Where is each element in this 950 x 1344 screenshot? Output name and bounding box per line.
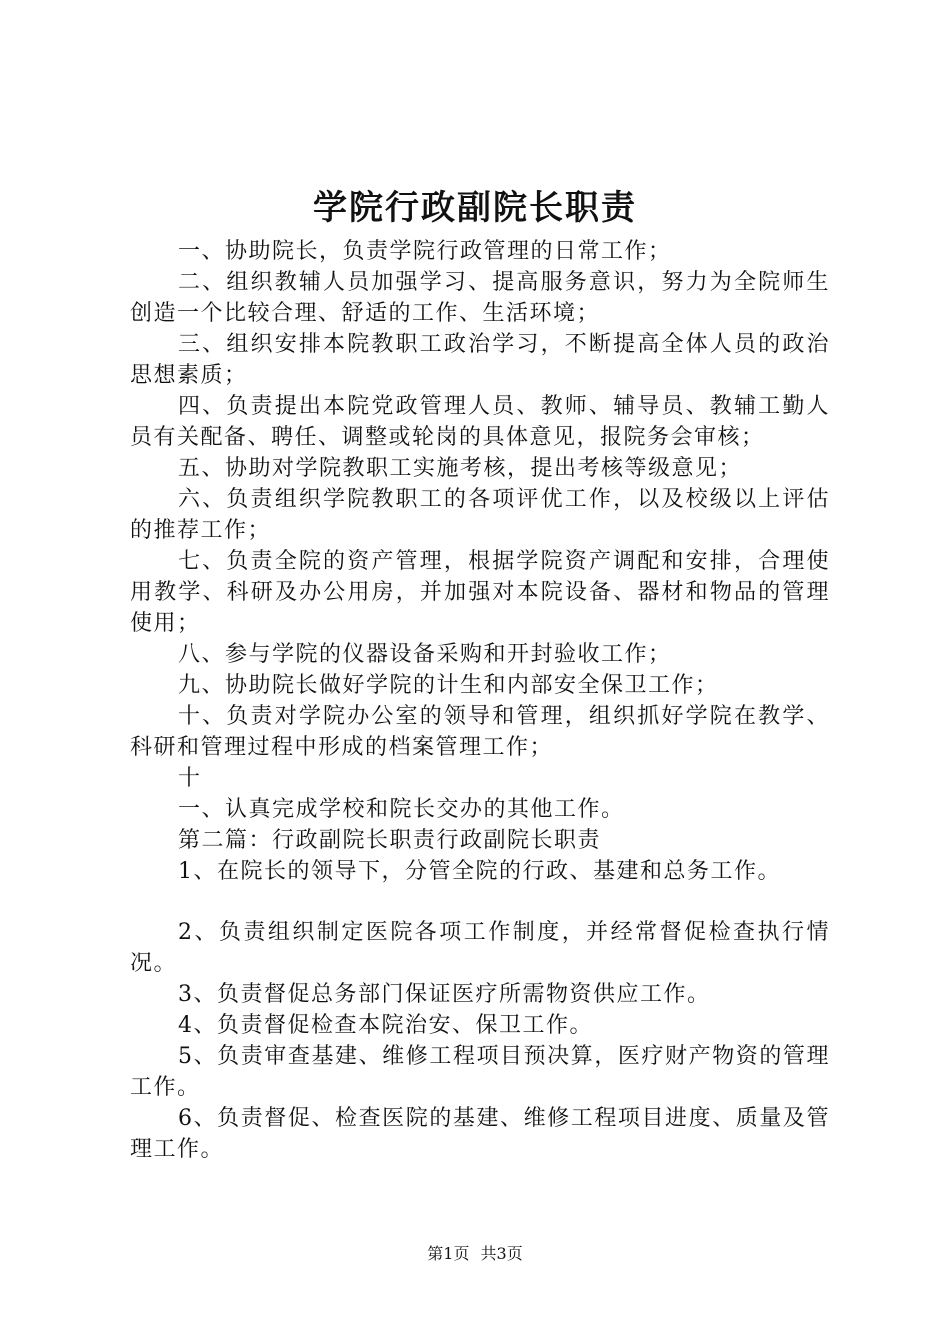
page-footer: [0, 1243, 950, 1265]
document-body: [130, 236, 830, 1165]
paragraph-2: 二、组织教辅人员加强学习、提高服务意识，努力为全院师生创造一个比较合理、舒适的工作、生活环境；: [130, 270, 830, 326]
page-total: 共3页: [480, 1244, 523, 1263]
duty-item-2: 2、负责组织制定医院各项工作制度，并经常督促检查执行情况。: [130, 920, 830, 976]
paragraph-3: 三、组织安排本院教职工政治学习，不断提高全体人员的政治思想素质；: [130, 332, 830, 388]
paragraph-6: 六、负责组织学院教职工的各项评优工作，以及校级以上评估的推荐工作；: [130, 487, 830, 543]
duty-item-6: 6、负责督促、检查医院的基建、维修工程项目进度、质量及管理工作。: [130, 1106, 830, 1162]
duty-item-3: 3、负责督促总务部门保证医疗所需物资供应工作。: [178, 982, 711, 1007]
paragraph-10: 十、负责对学院办公室的领导和管理，组织抓好学院在教学、科研和管理过程中形成的档案管理工作；: [130, 704, 830, 760]
paragraph-1: 一、协助院长，负责学院行政管理的日常工作；: [178, 239, 672, 264]
blank-line: [130, 887, 830, 917]
paragraph-7: 七、负责全院的资产管理，根据学院资产调配和安排，合理使用教学、科研及办公用房，并加强对本院设备、器材和物品的管理使用；: [130, 549, 830, 636]
duty-item-5: 5、负责审查基建、维修工程项目预决算，医疗财产物资的管理工作。: [130, 1044, 830, 1100]
paragraph-9: 九、协助院长做好学院的计生和内部安全保卫工作；: [178, 673, 719, 698]
paragraph-4: 四、负责提出本院党政管理人员、教师、辅导员、教辅工勤人员有关配备、聘任、调整或轮岗的具体意见，报院务会审核；: [130, 394, 830, 450]
page-number: 第1页: [427, 1244, 470, 1263]
section-heading-part-two: 第二篇：行政副院长职责行政副院长职责: [178, 828, 602, 853]
document-title: 学院行政副院长职责: [313, 188, 637, 228]
paragraph-5: 五、协助对学院教职工实施考核，提出考核等级意见；: [178, 456, 743, 481]
duty-item-1: 1、在院长的领导下，分管全院的行政、基建和总务工作。: [178, 859, 781, 884]
paragraph-8: 八、参与学院的仪器设备采购和开封验收工作；: [178, 642, 672, 667]
paragraph-11: 一、认真完成学校和院长交办的其他工作。: [178, 797, 625, 822]
duty-item-4: 4、负责督促检查本院治安、保卫工作。: [178, 1013, 593, 1038]
paragraph-11-prefix: 十: [178, 766, 202, 791]
